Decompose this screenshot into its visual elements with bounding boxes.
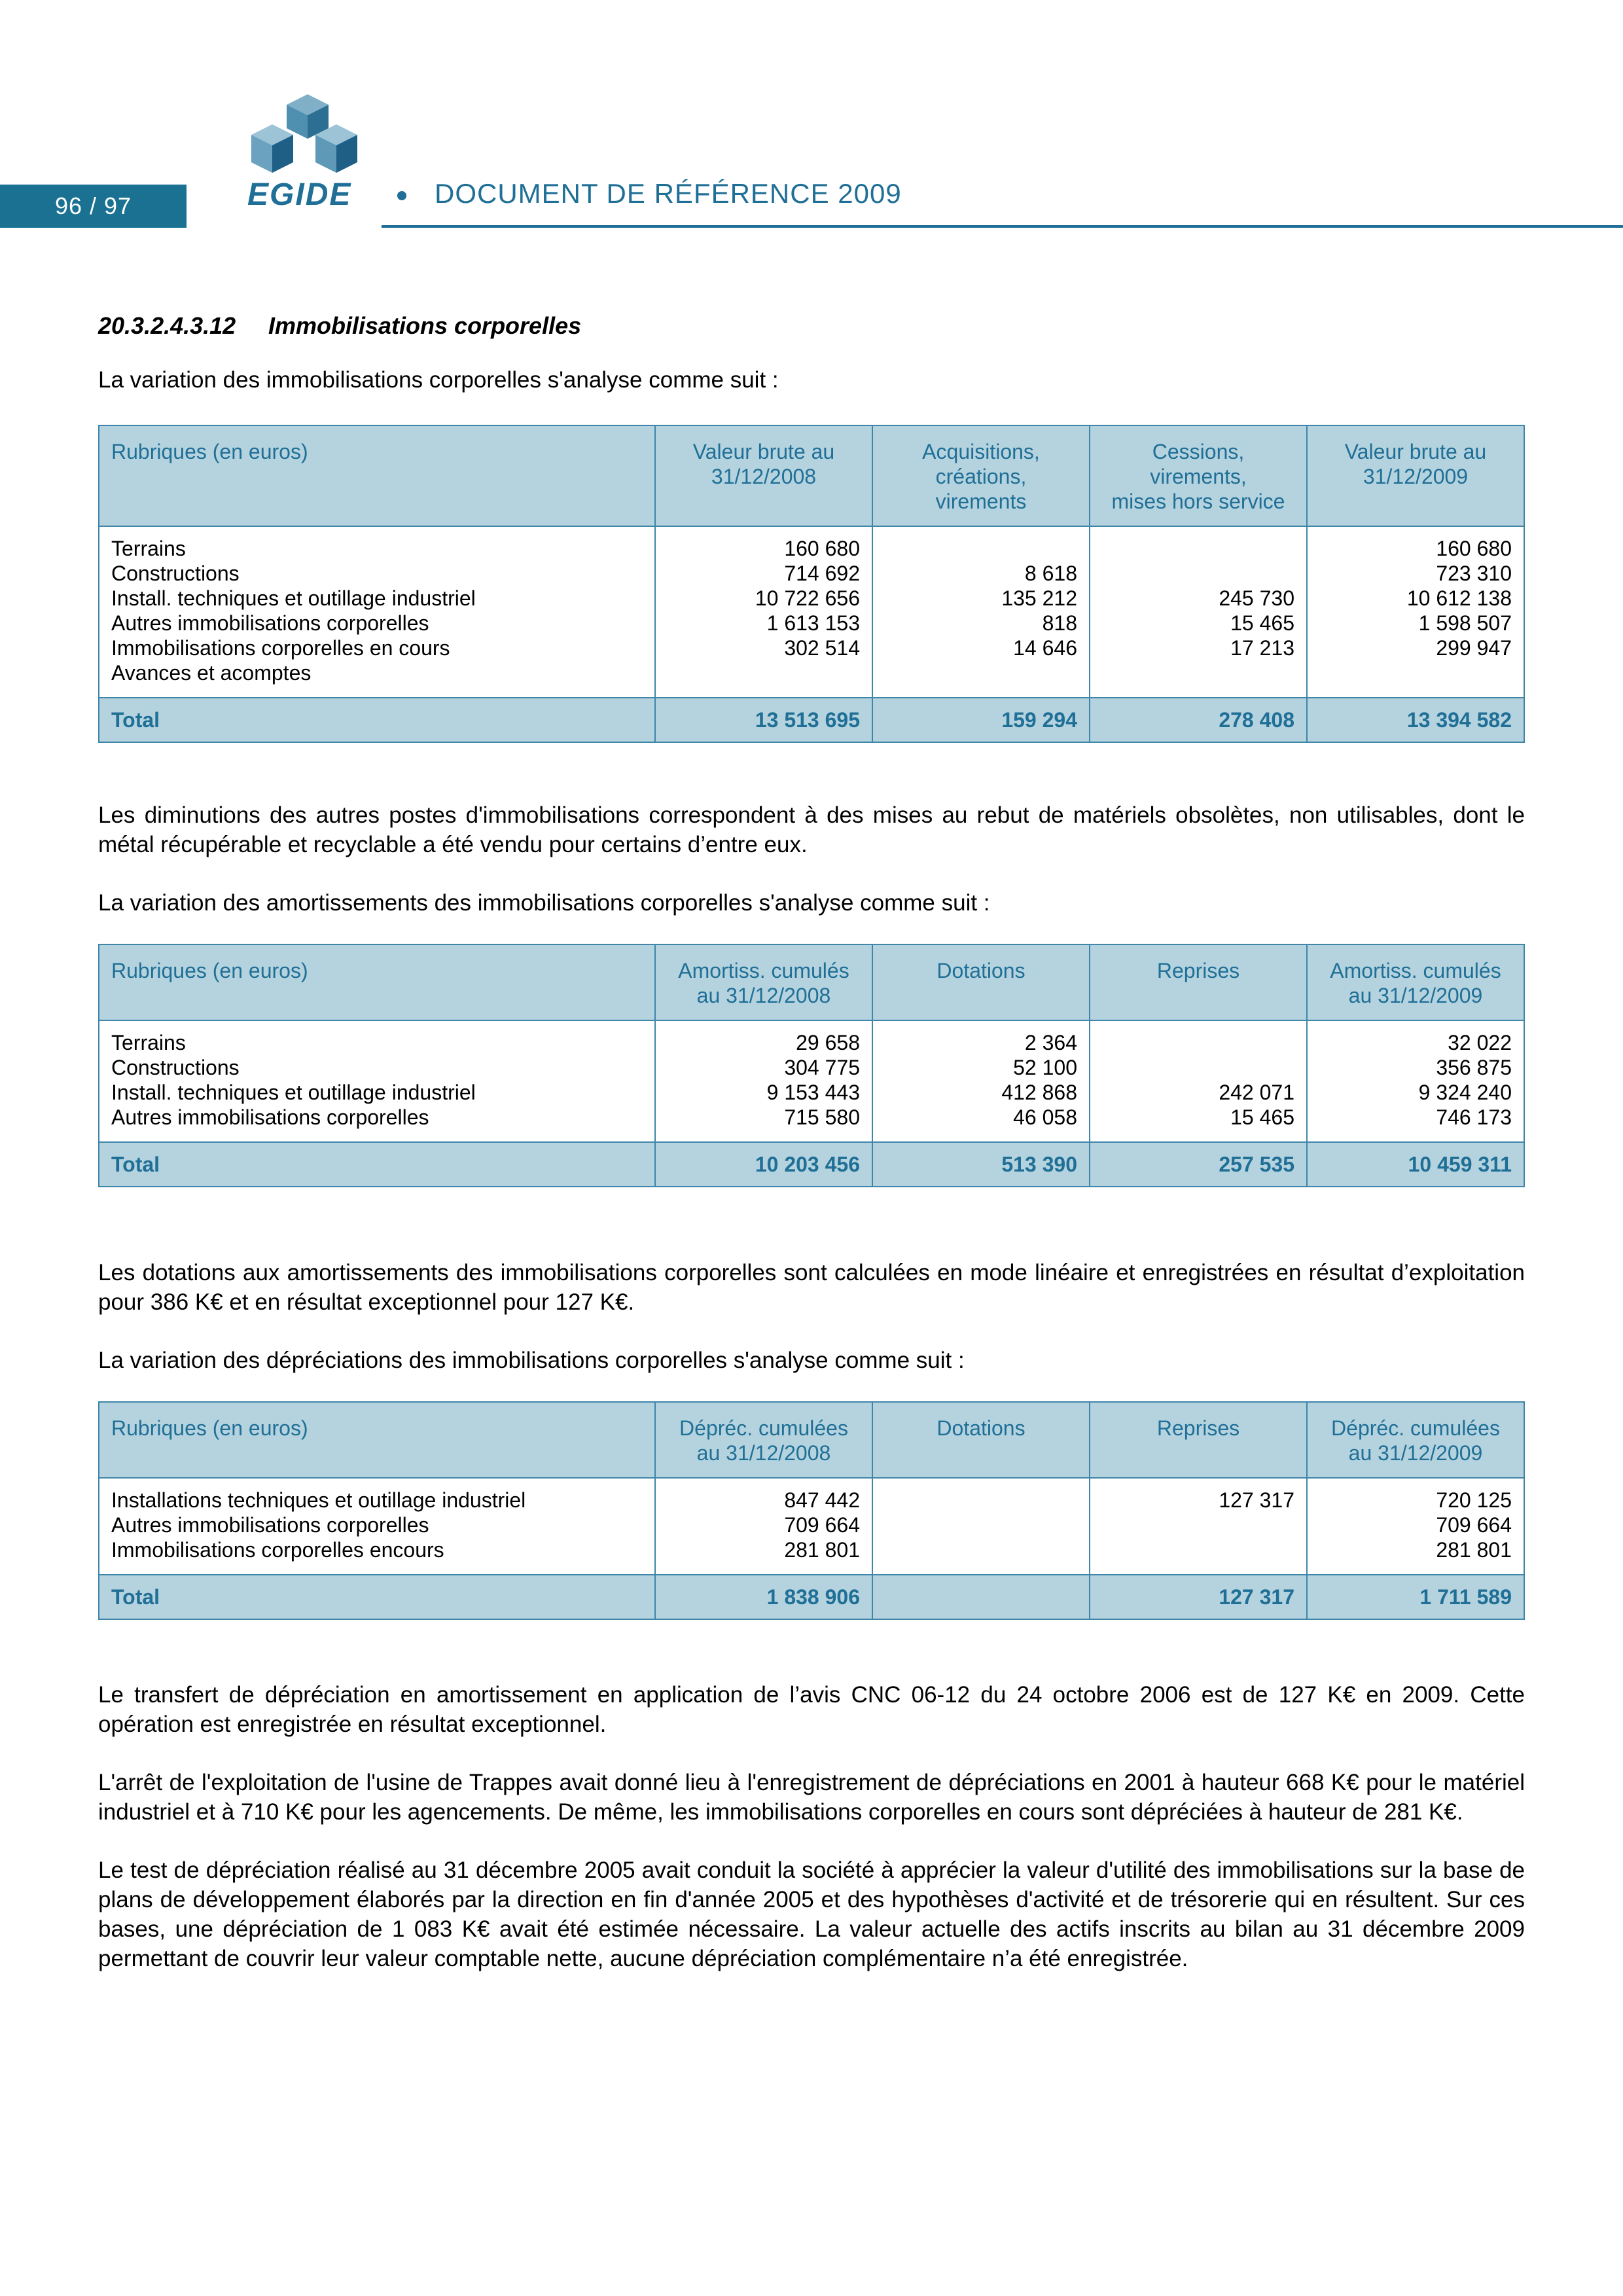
paragraph-transfert: Le transfert de dépréciation en amortissement en application de l’avis CNC 06-12 du 24 octobre 2006 est de 127 K€ en 2009. Cette opération est enregistrée en résultat exceptionnel. (98, 1682, 1525, 1737)
column-amortiss-2009: 32 022 356 875 9 324 240 746 173 (1307, 1020, 1524, 1142)
section-heading (98, 308, 1525, 344)
section-number: 20.3.2.4.3.12 (98, 312, 236, 339)
header-reprises: Reprises (1090, 944, 1307, 1020)
section-title: Immobilisations corporelles (268, 312, 582, 339)
column-valeur-brute-2008: 160 680 714 692 10 722 656 1 613 153 302 514 (655, 526, 872, 698)
total-label: Total (99, 1575, 655, 1619)
column-dotations (872, 1478, 1090, 1575)
header-rule (382, 225, 1623, 228)
table-header-row (99, 425, 1524, 526)
total-acquisitions: 159 294 (872, 698, 1090, 742)
header-dotations: Dotations (872, 944, 1090, 1020)
total-reprises: 127 317 (1090, 1575, 1307, 1619)
table-body-row (99, 526, 1524, 698)
total-reprises: 257 535 (1090, 1142, 1307, 1187)
table-header-row (99, 1402, 1524, 1478)
header-reprises: Reprises (1090, 1402, 1307, 1478)
paragraph-intro-table1: La variation des immobilisations corporelles s'analyse comme suit : (98, 367, 779, 393)
total-label: Total (99, 1142, 655, 1187)
total-cessions: 278 408 (1090, 698, 1307, 742)
total-dotations: 513 390 (872, 1142, 1090, 1187)
header-acquisitions: Acquisitions, créations, virements (872, 425, 1090, 526)
total-valeur-brute-2008: 13 513 695 (655, 698, 872, 742)
column-dotations: 2 364 52 100 412 868 46 058 (872, 1020, 1090, 1142)
column-reprises: 242 071 15 465 (1090, 1020, 1307, 1142)
total-deprec-2009: 1 711 589 (1307, 1575, 1524, 1619)
column-amortiss-2008: 29 658 304 775 9 153 443 715 580 (655, 1020, 872, 1142)
column-deprec-2009: 720 125 709 664 281 801 (1307, 1478, 1524, 1575)
header-dotations: Dotations (872, 1402, 1090, 1478)
paragraph-diminutions: Les diminutions des autres postes d'immobilisations correspondent à des mises au rebut de matériels obsolètes, non utilisables, dont le métal récupérable et recyclable a été vendu pour certains d’entre eux. (98, 802, 1525, 857)
document-title: DOCUMENT DE RÉFÉRENCE 2009 (435, 178, 902, 209)
paragraph-test-depreciation: Le test de dépréciation réalisé au 31 décembre 2005 avait conduit la société à apprécier la valeur d'utilité des immobilisations sur la base de plans de développement élaborés par la direction en fin d'année 2005 et des hypothèses d'activité et de trésorerie qui en résultent. Sur ces bases, une dépréciation de 1 083 K€ avait été estimée nécessaire. La valeur actuelle des actifs inscrits au bilan au 31 décembre 2009 permettant de couvrir leur valeur comptable nette, aucune dépréciation complémentaire n’a été enregistrée. (98, 1857, 1525, 1971)
header-deprec-2009: Dépréc. cumulées au 31/12/2009 (1307, 1402, 1524, 1478)
header-rubriques: Rubriques (en euros) (99, 1402, 655, 1478)
table-amortissements (98, 944, 1525, 1187)
column-valeur-brute-2009: 160 680 723 310 10 612 138 1 598 507 299 947 (1307, 526, 1524, 698)
header-rubriques: Rubriques (en euros) (99, 425, 655, 526)
paragraph-trappes: L'arrêt de l'exploitation de l'usine de Trappes avait donné lieu à l'enregistrement de dépréciations en 2001 à hauteur 668 K€ pour le matériel industriel et à 710 K€ pour les agencements. De même, les immobilisations corporelles en cours sont dépréciées à hauteur de 281 K€. (98, 1770, 1525, 1825)
row-labels: Terrains Constructions Install. techniques et outillage industriel Autres immobilisations corporelles Immobilisations corporelles en cours Avances et acomptes (99, 526, 655, 698)
paragraph-dotations: Les dotations aux amortissements des immobilisations corporelles sont calculées en mode linéaire et enregistrées en résultat d’exploitation pour 386 K€ et en résultat exceptionnel pour 127 K€. (98, 1260, 1525, 1315)
title-bullet (397, 191, 406, 200)
page-indicator: 96 / 97 (0, 185, 187, 228)
header-deprec-2008: Dépréc. cumulées au 31/12/2008 (655, 1402, 872, 1478)
table-immobilisations (98, 425, 1525, 743)
paragraph-intro-table3: La variation des dépréciations des immobilisations corporelles s'analyse comme suit : (98, 1348, 965, 1373)
total-amortiss-2008: 10 203 456 (655, 1142, 872, 1187)
column-reprises: 127 317 (1090, 1478, 1307, 1575)
table-depreciations (98, 1401, 1525, 1620)
header-amortiss-2009: Amortiss. cumulés au 31/12/2009 (1307, 944, 1524, 1020)
table-total-row (99, 1575, 1524, 1619)
header-amortiss-2008: Amortiss. cumulés au 31/12/2008 (655, 944, 872, 1020)
table-body-row (99, 1478, 1524, 1575)
table-total-row (99, 1142, 1524, 1187)
table-body-row (99, 1020, 1524, 1142)
total-valeur-brute-2009: 13 394 582 (1307, 698, 1524, 742)
paragraph-intro-table2: La variation des amortissements des immobilisations corporelles s'analyse comme suit : (98, 890, 990, 916)
header-valeur-brute-2008: Valeur brute au 31/12/2008 (655, 425, 872, 526)
total-label: Total (99, 698, 655, 742)
header-cessions: Cessions, virements, mises hors service (1090, 425, 1307, 526)
column-cessions: 245 730 15 465 17 213 (1090, 526, 1307, 698)
logo-wordmark: EGIDE (247, 177, 352, 212)
table-header-row (99, 944, 1524, 1020)
page-content (98, 308, 1525, 1973)
total-deprec-2008: 1 838 906 (655, 1575, 872, 1619)
row-labels: Terrains Constructions Install. techniques et outillage industriel Autres immobilisations corporelles (99, 1020, 655, 1142)
header-valeur-brute-2009: Valeur brute au 31/12/2009 (1307, 425, 1524, 526)
row-labels: Installations techniques et outillage industriel Autres immobilisations corporelles Immobilisations corporelles encours (99, 1478, 655, 1575)
table-total-row (99, 698, 1524, 742)
header-rubriques: Rubriques (en euros) (99, 944, 655, 1020)
total-amortiss-2009: 10 459 311 (1307, 1142, 1524, 1187)
column-deprec-2008: 847 442 709 664 281 801 (655, 1478, 872, 1575)
total-dotations (872, 1575, 1090, 1619)
column-acquisitions: 8 618 135 212 818 14 646 (872, 526, 1090, 698)
